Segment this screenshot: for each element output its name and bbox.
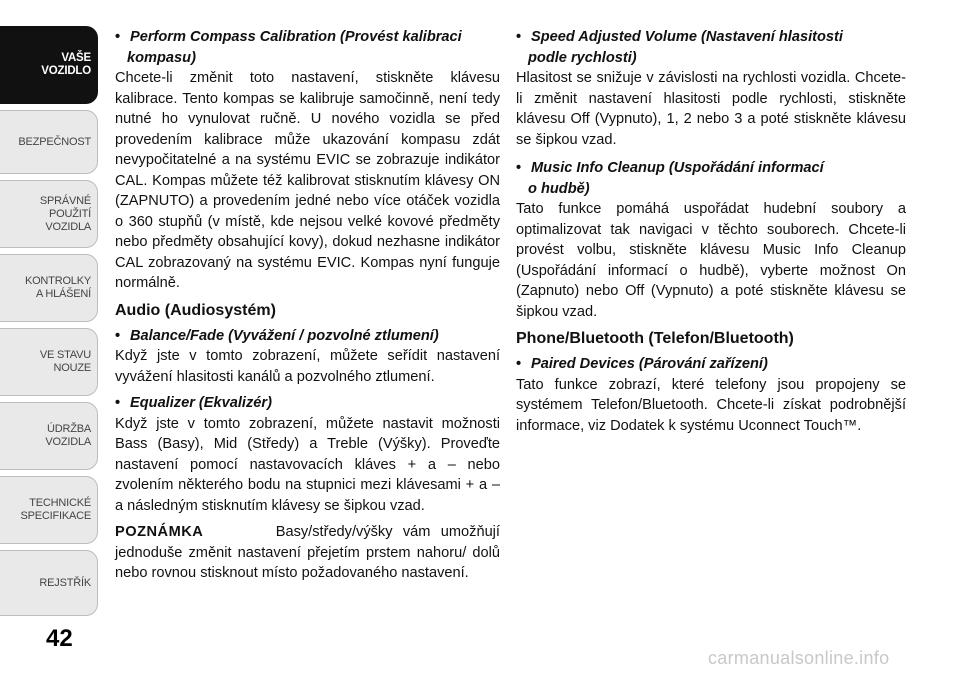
balance-heading: • Balance/Fade (Vyvážení / pozvolné ztlumení) [115, 326, 500, 347]
bullet-icon: • [516, 29, 522, 45]
compass-text: Chcete-li změnit toto nastavení, stiskněte klávesu kalibrace. Tento kompas se kalibruje samočinně, není tedy nutné ho vynulovat ručně. U nového vozidla se před provedením kalibrace může ukazování kompasu zdát nevypočitatelné a na systému EVIC se zobrazuje indikátor CAL. Kompas můžete též kalibrovat stisknutím klávesy ON (ZAPNUTO) a provedením jedné nebo více otáček vozidla o 360 stupňů (v místě, kde nejsou velké kovové předměty nebo předměty obsahující kovy), dokud nezhasne indikátor CAL zobrazovaný na systému EVIC. Kompas nyní funguje normálně. [115, 70, 500, 291]
note-label: POZNÁMKA [115, 524, 204, 540]
audio-heading: Audio (Audiosystém) [115, 301, 276, 319]
bullet-icon: • [516, 160, 522, 176]
paired-devices-text: Tato funkce zobrazí, které telefony jsou propojeny se systémem Telefon/Bluetooth. Chcete-li získat podrobnější informace, viz Dodatek k systému Uconnect Touch™. [516, 376, 906, 434]
tab-vase-vozidlo[interactable]: VAŠE VOZIDLO [0, 26, 98, 104]
tab-rejstrik[interactable]: REJSTŘÍK [0, 550, 98, 616]
bullet-icon: • [115, 327, 121, 344]
equalizer-heading: • Equalizer (Ekvalizér) [115, 393, 500, 414]
left-column [115, 27, 500, 590]
right-column [516, 27, 906, 442]
tab-spravne-pouziti-vozidla[interactable]: SPRÁVNÉ POUŽITÍ VOZIDLA [0, 180, 98, 248]
watermark: carmanualsonline.info [708, 648, 890, 668]
note-text: Basy/středy/výšky vám umožňují jednoduše změnit nastavení přejetím prstem nahoru/ dolů nebo rovnou stisknout místo požadovaného nastavení. [115, 524, 500, 581]
music-info-text: Tato funkce pomáhá uspořádat hudební soubory a optimalizovat tak navigaci v těchto souborech. Chcete-li provést volbu, stiskněte klávesu Music Info Cleanup (Uspořádání informací o hudbě), vyberte možnost On (Zapnuto) nebo Off (Vypnuto) a poté stiskněte klávesu se šipkou vzad. [516, 201, 906, 320]
speed-volume-text: Hlasitost se snižuje v závislosti na rychlosti vozidla. Chcete-li změnit nastavení hlasitosti podle rychlosti, stiskněte klávesu Off (Vypnuto), 1, 2 nebo 3 a poté stiskněte klávesu se šipkou vzad. [516, 70, 906, 148]
equalizer-text: Když jste v tomto zobrazení, můžete nastavit možnosti Bass (Basy), Mid (Středy) a Treble (Výšky). Proveďte nastavení pomocí nastavovacích kláves + a – nebo zvolením některého bodu na stupnici mezi klávesami + a – a následným stisknutím klávesy se šipkou vzad. [115, 415, 500, 514]
bullet-icon: • [516, 356, 522, 372]
note [115, 522, 500, 584]
tab-technicke-specifikace[interactable]: TECHNICKÉ SPECIFIKACE [0, 476, 98, 544]
bullet-icon: • [115, 395, 121, 411]
phone-heading: Phone/Bluetooth (Telefon/Bluetooth) [516, 330, 794, 347]
page-number: 42 [46, 625, 73, 652]
tab-bezpecnost[interactable]: BEZPEČNOST [0, 110, 98, 174]
speed-volume-heading: • Speed Adjusted Volume (Nastavení hlasitosti podle rychlosti) [516, 29, 843, 66]
bullet-icon: • [115, 29, 121, 45]
music-info-heading: • Music Info Cleanup (Uspořádání informací o hudbě) [516, 160, 824, 197]
paired-devices-heading: • Paired Devices (Párování zařízení) [516, 354, 906, 375]
tab-kontrolky-a-hlaseni[interactable]: KONTROLKY A HLÁŠENÍ [0, 254, 98, 322]
tab-udrzba-vozidla[interactable]: ÚDRŽBA VOZIDLA [0, 402, 98, 470]
balance-text: Když jste v tomto zobrazení, můžete seřídit nastavení vyvážení hlasitosti kanálů a pozvolného ztlumení. [115, 348, 500, 385]
compass-heading: • Perform Compass Calibration (Provést kalibraci kompasu) [115, 29, 462, 66]
tab-ve-stavu-nouze[interactable]: VE STAVU NOUZE [0, 328, 98, 396]
